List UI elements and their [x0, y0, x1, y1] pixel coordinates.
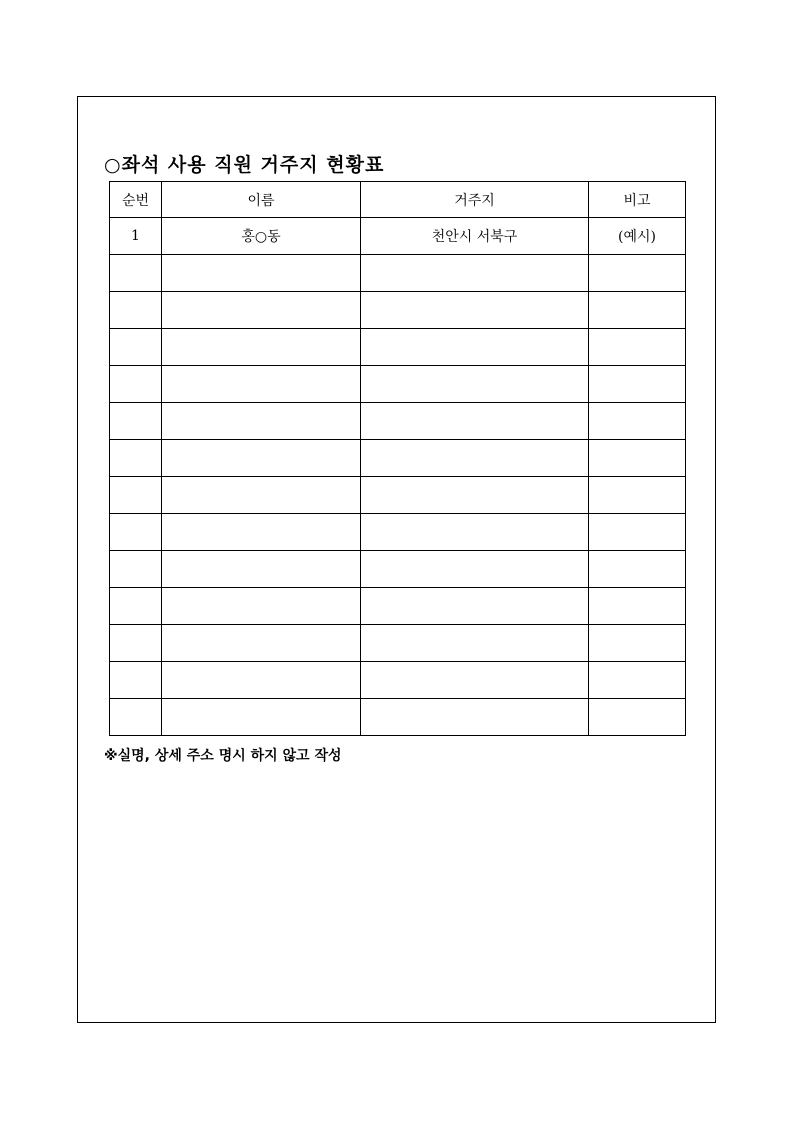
table-row — [110, 514, 686, 551]
cell-num[interactable] — [110, 699, 162, 736]
cell-name[interactable] — [162, 255, 361, 292]
cell-num[interactable] — [110, 255, 162, 292]
cell-note[interactable] — [589, 699, 686, 736]
cell-note[interactable]: (예시) — [589, 218, 686, 255]
cell-name[interactable] — [162, 514, 361, 551]
table-row — [110, 292, 686, 329]
cell-num[interactable]: 1 — [110, 218, 162, 255]
cell-address[interactable] — [361, 625, 589, 662]
cell-address[interactable] — [361, 292, 589, 329]
residence-status-table — [109, 181, 686, 736]
table-row — [110, 699, 686, 736]
cell-name[interactable] — [162, 403, 361, 440]
cell-name[interactable] — [162, 329, 361, 366]
cell-note[interactable] — [589, 255, 686, 292]
cell-note[interactable] — [589, 514, 686, 551]
cell-name[interactable]: 홍○동 — [162, 218, 361, 255]
cell-address[interactable] — [361, 477, 589, 514]
title-text: 좌석 사용 직원 거주지 현황표 — [121, 154, 385, 176]
cell-num[interactable] — [110, 329, 162, 366]
table-row — [110, 440, 686, 477]
table-header-row — [110, 182, 686, 218]
table-row — [110, 662, 686, 699]
cell-num[interactable] — [110, 403, 162, 440]
cell-address[interactable] — [361, 255, 589, 292]
header-num: 순번 — [110, 182, 162, 218]
cell-num[interactable] — [110, 514, 162, 551]
cell-note[interactable] — [589, 292, 686, 329]
table-row — [110, 366, 686, 403]
cell-num[interactable] — [110, 366, 162, 403]
document-title — [104, 150, 384, 177]
cell-address[interactable] — [361, 440, 589, 477]
cell-address[interactable] — [361, 588, 589, 625]
cell-note[interactable] — [589, 403, 686, 440]
cell-name[interactable] — [162, 477, 361, 514]
cell-note[interactable] — [589, 477, 686, 514]
cell-note[interactable] — [589, 588, 686, 625]
cell-note[interactable] — [589, 625, 686, 662]
cell-num[interactable] — [110, 625, 162, 662]
cell-note[interactable] — [589, 329, 686, 366]
cell-note[interactable] — [589, 366, 686, 403]
table-row — [110, 551, 686, 588]
cell-address[interactable] — [361, 662, 589, 699]
header-note: 비고 — [589, 182, 686, 218]
table-row — [110, 625, 686, 662]
table-row — [110, 477, 686, 514]
cell-num[interactable] — [110, 588, 162, 625]
cell-num[interactable] — [110, 440, 162, 477]
cell-name[interactable] — [162, 366, 361, 403]
cell-address[interactable] — [361, 514, 589, 551]
cell-note[interactable] — [589, 551, 686, 588]
cell-num[interactable] — [110, 477, 162, 514]
cell-num[interactable] — [110, 551, 162, 588]
cell-note[interactable] — [589, 440, 686, 477]
cell-name[interactable] — [162, 588, 361, 625]
table-row — [110, 329, 686, 366]
cell-note[interactable] — [589, 662, 686, 699]
title-bullet: ○ — [104, 154, 122, 176]
cell-address[interactable] — [361, 329, 589, 366]
cell-name[interactable] — [162, 662, 361, 699]
cell-name[interactable] — [162, 292, 361, 329]
cell-address[interactable] — [361, 366, 589, 403]
cell-name[interactable] — [162, 440, 361, 477]
footnote: ※실명, 상세 주소 명시 하지 않고 작성 — [104, 748, 342, 764]
header-name: 이름 — [162, 182, 361, 218]
table-row — [110, 588, 686, 625]
cell-num[interactable] — [110, 292, 162, 329]
cell-address[interactable] — [361, 403, 589, 440]
cell-num[interactable] — [110, 662, 162, 699]
table-row — [110, 255, 686, 292]
cell-name[interactable] — [162, 699, 361, 736]
cell-address[interactable] — [361, 699, 589, 736]
cell-address[interactable] — [361, 551, 589, 588]
table-row — [110, 403, 686, 440]
cell-name[interactable] — [162, 625, 361, 662]
header-address: 거주지 — [361, 182, 589, 218]
cell-name[interactable] — [162, 551, 361, 588]
cell-address[interactable]: 천안시 서북구 — [361, 218, 589, 255]
table-body — [110, 218, 686, 736]
table-row — [110, 218, 686, 255]
